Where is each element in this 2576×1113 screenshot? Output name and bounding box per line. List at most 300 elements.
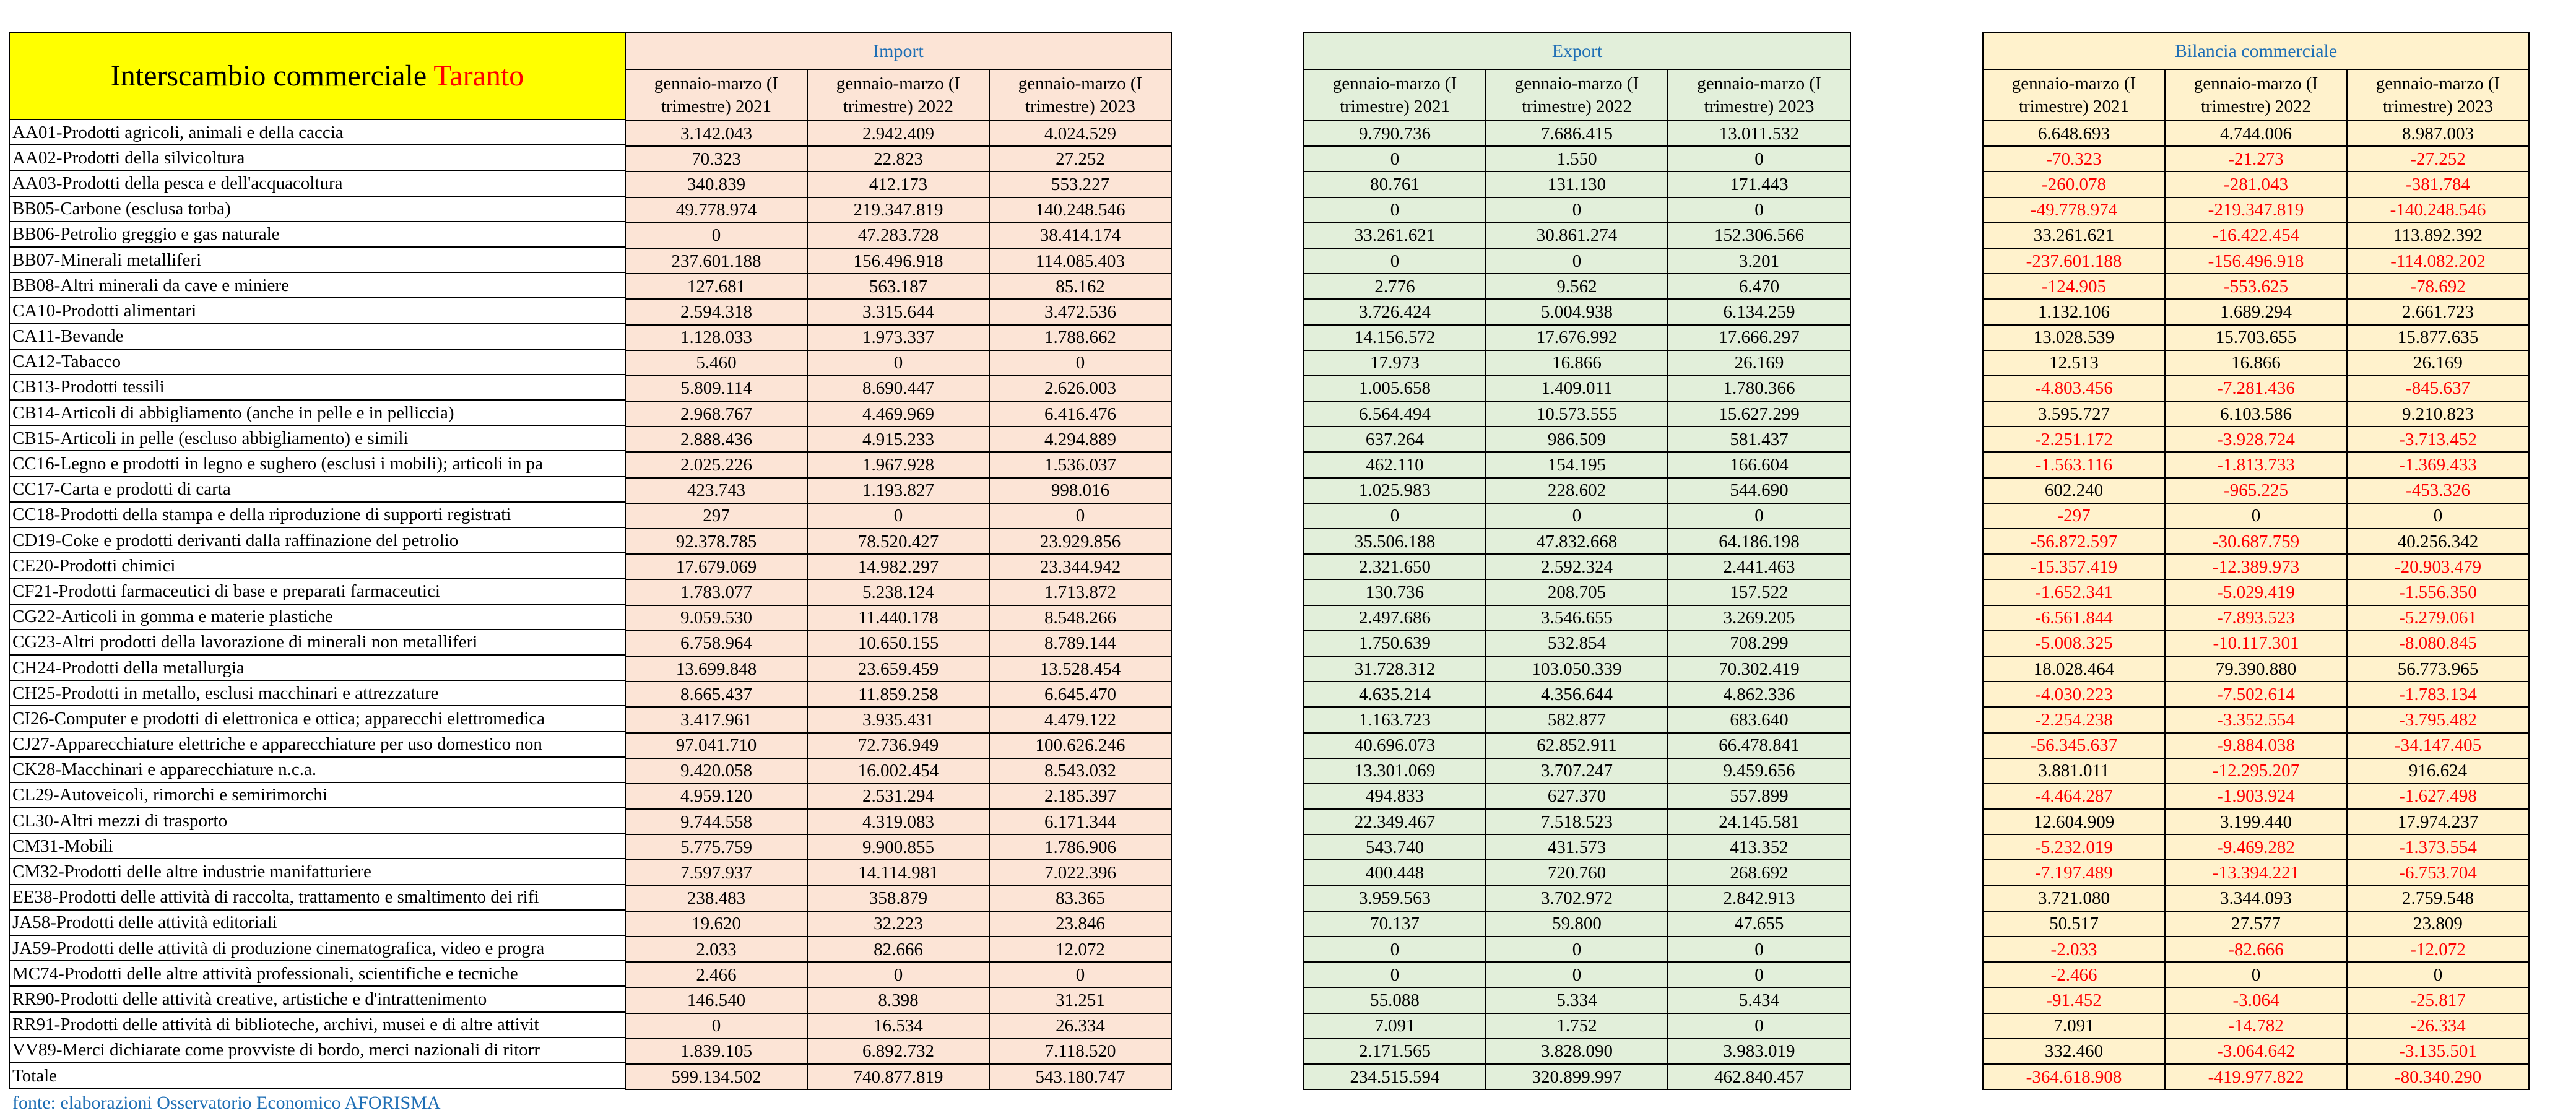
export-value-cell: 13.011.532 xyxy=(1668,121,1850,146)
export-value-cell: 64.186.198 xyxy=(1668,529,1850,554)
export-value-cell: 30.861.274 xyxy=(1486,223,1668,248)
table-row xyxy=(625,554,1171,579)
import-value-cell: 10.650.155 xyxy=(807,631,989,656)
import-value-cell: 82.666 xyxy=(807,937,989,962)
export-value-cell: 3.702.972 xyxy=(1486,886,1668,911)
table-row xyxy=(9,935,625,961)
table-row xyxy=(625,401,1171,427)
export-value-cell: 1.005.658 xyxy=(1304,376,1486,401)
balance-value-cell: -78.692 xyxy=(2347,274,2529,299)
balance-value-cell: -3.064 xyxy=(2165,987,2347,1013)
table-row xyxy=(9,477,625,502)
balance-value-cell: -4.803.456 xyxy=(1983,376,2165,401)
export-value-cell: 581.437 xyxy=(1668,427,1850,452)
import-value-cell: 563.187 xyxy=(807,274,989,299)
balance-value-cell: 0 xyxy=(2165,503,2347,529)
import-value-cell: 5.238.124 xyxy=(807,579,989,605)
export-value-cell: 47.655 xyxy=(1668,911,1850,937)
export-value-cell: 14.156.572 xyxy=(1304,325,1486,350)
export-value-cell: 320.899.997 xyxy=(1486,1064,1668,1089)
table-row xyxy=(1304,376,1850,401)
table-row xyxy=(1304,427,1850,452)
import-value-cell: 23.929.856 xyxy=(989,529,1171,554)
export-value-cell: 0 xyxy=(1668,197,1850,223)
table-row xyxy=(1304,248,1850,274)
table-row xyxy=(1983,1064,2529,1089)
balance-section-title: Bilancia commerciale xyxy=(1983,33,2529,69)
row-label: CK28-Macchinari e apparecchiature n.c.a. xyxy=(9,757,625,782)
export-value-cell: 7.518.523 xyxy=(1486,809,1668,834)
table-row xyxy=(1983,554,2529,579)
balance-value-cell: -80.340.290 xyxy=(2347,1064,2529,1089)
table-row xyxy=(1304,299,1850,324)
export-value-cell: 532.854 xyxy=(1486,631,1668,656)
export-value-cell: 462.840.457 xyxy=(1668,1064,1850,1089)
export-value-cell: 3.726.424 xyxy=(1304,299,1486,324)
table-row xyxy=(625,299,1171,324)
balance-value-cell: -7.502.614 xyxy=(2165,682,2347,707)
balance-value-cell: -56.872.597 xyxy=(1983,529,2165,554)
import-value-cell: 5.809.114 xyxy=(625,376,807,401)
balance-value-cell: -3.795.482 xyxy=(2347,707,2529,732)
title-prefix: Interscambio commerciale xyxy=(110,59,427,92)
row-label: CH25-Prodotti in metallo, esclusi macchinari e attrezzature xyxy=(9,680,625,706)
export-value-cell: 66.478.841 xyxy=(1668,733,1850,758)
balance-value-cell: -3.064.642 xyxy=(2165,1039,2347,1064)
export-value-cell: 3.828.090 xyxy=(1486,1039,1668,1064)
export-value-cell: 103.050.339 xyxy=(1486,656,1668,682)
table-row xyxy=(625,171,1171,197)
import-value-cell: 49.778.974 xyxy=(625,197,807,223)
row-label: CF21-Prodotti farmaceutici di base e preparati farmaceutici xyxy=(9,578,625,604)
export-value-cell: 557.899 xyxy=(1668,784,1850,809)
balance-period-2023: gennaio-marzo (I trimestre) 2023 xyxy=(2347,69,2529,121)
table-row xyxy=(9,400,625,425)
export-value-cell: 0 xyxy=(1668,1013,1850,1039)
table-row xyxy=(625,503,1171,529)
export-value-cell: 582.877 xyxy=(1486,707,1668,732)
table-row xyxy=(9,502,625,527)
table-row xyxy=(1983,579,2529,605)
table-row xyxy=(1983,401,2529,427)
export-value-cell: 0 xyxy=(1486,937,1668,962)
table-row xyxy=(9,1037,625,1063)
row-label: Totale xyxy=(9,1063,625,1088)
import-value-cell: 8.548.266 xyxy=(989,605,1171,631)
import-value-cell: 8.398 xyxy=(807,987,989,1013)
export-value-cell: 166.604 xyxy=(1668,452,1850,477)
import-value-cell: 47.283.728 xyxy=(807,223,989,248)
table-row xyxy=(1983,376,2529,401)
import-value-cell: 17.679.069 xyxy=(625,554,807,579)
balance-value-cell: 6.648.693 xyxy=(1983,121,2165,146)
source-text: fonte: elaborazioni Osservatorio Economico AFORISMA xyxy=(12,1093,441,1113)
export-value-cell: 7.686.415 xyxy=(1486,121,1668,146)
export-value-cell: 80.761 xyxy=(1304,171,1486,197)
balance-value-cell: -9.884.038 xyxy=(2165,733,2347,758)
table-row xyxy=(9,782,625,808)
table-row xyxy=(625,325,1171,350)
table-row xyxy=(1983,758,2529,784)
balance-value-cell: -5.279.061 xyxy=(2347,605,2529,631)
export-value-cell: 26.169 xyxy=(1668,350,1850,376)
import-value-cell: 2.626.003 xyxy=(989,376,1171,401)
table-row xyxy=(1304,1013,1850,1039)
table-row xyxy=(9,732,625,757)
balance-value-cell: -237.601.188 xyxy=(1983,248,2165,274)
import-value-cell: 9.420.058 xyxy=(625,758,807,784)
table-row xyxy=(1983,223,2529,248)
table-row xyxy=(1304,197,1850,223)
balance-value-cell: -2.033 xyxy=(1983,937,2165,962)
table-row xyxy=(625,656,1171,682)
table-row xyxy=(625,987,1171,1013)
table-row xyxy=(1304,401,1850,427)
table-row xyxy=(625,605,1171,631)
export-value-cell: 4.862.336 xyxy=(1668,682,1850,707)
import-value-cell: 3.315.644 xyxy=(807,299,989,324)
balance-value-cell: 8.987.003 xyxy=(2347,121,2529,146)
export-value-cell: 5.004.938 xyxy=(1486,299,1668,324)
import-value-cell: 4.469.969 xyxy=(807,401,989,427)
table-row xyxy=(1304,274,1850,299)
balance-period-2022: gennaio-marzo (I trimestre) 2022 xyxy=(2165,69,2347,121)
table-row xyxy=(625,223,1171,248)
export-table xyxy=(1303,32,1851,1090)
import-value-cell: 0 xyxy=(625,1013,807,1039)
import-value-cell: 140.248.546 xyxy=(989,197,1171,223)
export-value-cell: 22.349.467 xyxy=(1304,809,1486,834)
table-row xyxy=(625,631,1171,656)
import-value-cell: 2.968.767 xyxy=(625,401,807,427)
row-label: CM32-Prodotti delle altre industrie manifatturiere xyxy=(9,859,625,884)
balance-value-cell: -1.813.733 xyxy=(2165,452,2347,477)
row-label: RR90-Prodotti delle attività creative, artistiche e d'intrattenimento xyxy=(9,986,625,1011)
table-row xyxy=(625,707,1171,732)
balance-value-cell: -219.347.819 xyxy=(2165,197,2347,223)
table-row xyxy=(1304,1039,1850,1064)
import-value-cell: 72.736.949 xyxy=(807,733,989,758)
import-value-cell: 2.942.409 xyxy=(807,121,989,146)
export-value-cell: 1.550 xyxy=(1486,146,1668,171)
balance-value-cell: 0 xyxy=(2165,962,2347,987)
import-value-cell: 2.185.397 xyxy=(989,784,1171,809)
table-row xyxy=(1304,784,1850,809)
balance-value-cell: 7.091 xyxy=(1983,1013,2165,1039)
balance-value-cell: -91.452 xyxy=(1983,987,2165,1013)
export-value-cell: 0 xyxy=(1304,503,1486,529)
table-row xyxy=(1983,886,2529,911)
table-row xyxy=(1304,860,1850,885)
export-value-cell: 17.666.297 xyxy=(1668,325,1850,350)
export-value-cell: 33.261.621 xyxy=(1304,223,1486,248)
import-value-cell: 26.334 xyxy=(989,1013,1171,1039)
table-row xyxy=(1304,529,1850,554)
table-row xyxy=(1304,503,1850,529)
balance-value-cell: -82.666 xyxy=(2165,937,2347,962)
import-value-cell: 4.959.120 xyxy=(625,784,807,809)
export-value-cell: 171.443 xyxy=(1668,171,1850,197)
import-value-cell: 1.128.033 xyxy=(625,325,807,350)
balance-value-cell: 2.661.723 xyxy=(2347,299,2529,324)
balance-value-cell: -381.784 xyxy=(2347,171,2529,197)
import-value-cell: 78.520.427 xyxy=(807,529,989,554)
export-value-cell: 3.959.563 xyxy=(1304,886,1486,911)
table-row xyxy=(9,578,625,604)
balance-value-cell: -453.326 xyxy=(2347,478,2529,503)
table-row xyxy=(9,910,625,935)
balance-value-cell: -30.687.759 xyxy=(2165,529,2347,554)
balance-value-cell: -12.389.973 xyxy=(2165,554,2347,579)
row-label: BB07-Minerali metalliferi xyxy=(9,247,625,272)
import-value-cell: 340.839 xyxy=(625,171,807,197)
table-row xyxy=(9,859,625,884)
import-value-cell: 1.973.337 xyxy=(807,325,989,350)
table-row xyxy=(1983,299,2529,324)
import-value-cell: 9.900.855 xyxy=(807,834,989,860)
balance-value-cell: -1.783.134 xyxy=(2347,682,2529,707)
table-row xyxy=(1983,274,2529,299)
export-value-cell: 0 xyxy=(1304,197,1486,223)
import-value-cell: 16.002.454 xyxy=(807,758,989,784)
balance-value-cell: 3.595.727 xyxy=(1983,401,2165,427)
export-value-cell: 2.321.650 xyxy=(1304,554,1486,579)
export-value-cell: 0 xyxy=(1304,937,1486,962)
row-label: CB13-Prodotti tessili xyxy=(9,375,625,400)
export-value-cell: 24.145.581 xyxy=(1668,809,1850,834)
table-row xyxy=(1983,784,2529,809)
table-row xyxy=(625,478,1171,503)
import-value-cell: 237.601.188 xyxy=(625,248,807,274)
row-label: BB05-Carbone (esclusa torba) xyxy=(9,196,625,222)
table-row xyxy=(1304,223,1850,248)
balance-value-cell: -2.251.172 xyxy=(1983,427,2165,452)
balance-value-cell: -364.618.908 xyxy=(1983,1064,2165,1089)
export-value-cell: 5.334 xyxy=(1486,987,1668,1013)
export-value-cell: 543.740 xyxy=(1304,834,1486,860)
import-value-cell: 12.072 xyxy=(989,937,1171,962)
balance-value-cell: -21.273 xyxy=(2165,146,2347,171)
table-row xyxy=(625,529,1171,554)
import-value-cell: 0 xyxy=(625,223,807,248)
import-value-cell: 146.540 xyxy=(625,987,807,1013)
export-value-cell: 6.134.259 xyxy=(1668,299,1850,324)
table-row xyxy=(1983,529,2529,554)
export-value-cell: 2.842.913 xyxy=(1668,886,1850,911)
import-value-cell: 13.699.848 xyxy=(625,656,807,682)
import-value-cell: 97.041.710 xyxy=(625,733,807,758)
balance-value-cell: -553.625 xyxy=(2165,274,2347,299)
balance-value-cell: 17.974.237 xyxy=(2347,809,2529,834)
page-title xyxy=(9,33,625,119)
balance-value-cell: -5.008.325 xyxy=(1983,631,2165,656)
export-value-cell: 70.302.419 xyxy=(1668,656,1850,682)
export-value-cell: 400.448 xyxy=(1304,860,1486,885)
table-row xyxy=(625,937,1171,962)
export-value-cell: 544.690 xyxy=(1668,478,1850,503)
import-value-cell: 740.877.819 xyxy=(807,1064,989,1089)
table-row xyxy=(1304,809,1850,834)
import-value-cell: 2.466 xyxy=(625,962,807,987)
import-value-cell: 14.982.297 xyxy=(807,554,989,579)
balance-value-cell: -1.652.341 xyxy=(1983,579,2165,605)
table-row xyxy=(1304,631,1850,656)
import-value-cell: 2.531.294 xyxy=(807,784,989,809)
table-row xyxy=(9,1063,625,1088)
import-value-cell: 14.114.981 xyxy=(807,860,989,885)
row-label: CG23-Altri prodotti della lavorazione di minerali non metalliferi xyxy=(9,630,625,655)
import-value-cell: 3.935.431 xyxy=(807,707,989,732)
table-row xyxy=(1304,325,1850,350)
table-row xyxy=(9,655,625,680)
export-value-cell: 627.370 xyxy=(1486,784,1668,809)
balance-value-cell: 33.261.621 xyxy=(1983,223,2165,248)
balance-value-cell: -10.117.301 xyxy=(2165,631,2347,656)
table-row xyxy=(625,427,1171,452)
table-row xyxy=(9,706,625,731)
export-value-cell: 720.760 xyxy=(1486,860,1668,885)
import-value-cell: 1.783.077 xyxy=(625,579,807,605)
import-value-cell: 22.823 xyxy=(807,146,989,171)
table-row xyxy=(9,680,625,706)
balance-value-cell: 56.773.965 xyxy=(2347,656,2529,682)
table-row xyxy=(9,272,625,298)
export-period-2022: gennaio-marzo (I trimestre) 2022 xyxy=(1486,69,1668,121)
export-value-cell: 413.352 xyxy=(1668,834,1850,860)
import-value-cell: 127.681 xyxy=(625,274,807,299)
balance-value-cell: -14.782 xyxy=(2165,1013,2347,1039)
export-value-cell: 130.736 xyxy=(1304,579,1486,605)
balance-value-cell: -114.082.202 xyxy=(2347,248,2529,274)
balance-value-cell: 15.877.635 xyxy=(2347,325,2529,350)
import-value-cell: 11.440.178 xyxy=(807,605,989,631)
table-row xyxy=(9,885,625,910)
table-row xyxy=(625,911,1171,937)
import-value-cell: 3.417.961 xyxy=(625,707,807,732)
table-row xyxy=(625,1013,1171,1039)
table-row xyxy=(625,197,1171,223)
balance-value-cell: -1.563.116 xyxy=(1983,452,2165,477)
table-row xyxy=(1304,962,1850,987)
balance-value-cell: 12.604.909 xyxy=(1983,809,2165,834)
balance-value-cell: -260.078 xyxy=(1983,171,2165,197)
import-value-cell: 100.626.246 xyxy=(989,733,1171,758)
import-value-cell: 1.193.827 xyxy=(807,478,989,503)
import-value-cell: 7.022.396 xyxy=(989,860,1171,885)
import-value-cell: 4.319.083 xyxy=(807,809,989,834)
table-row xyxy=(9,222,625,247)
import-value-cell: 0 xyxy=(989,962,1171,987)
table-row xyxy=(9,1012,625,1037)
import-period-2023: gennaio-marzo (I trimestre) 2023 xyxy=(989,69,1171,121)
import-period-2022: gennaio-marzo (I trimestre) 2022 xyxy=(807,69,989,121)
export-value-cell: 0 xyxy=(1486,503,1668,529)
row-label: CB14-Articoli di abbigliamento (anche in pelle e in pelliccia) xyxy=(9,400,625,425)
import-value-cell: 8.690.447 xyxy=(807,376,989,401)
export-value-cell: 1.752 xyxy=(1486,1013,1668,1039)
export-value-cell: 0 xyxy=(1668,962,1850,987)
table-row xyxy=(625,1039,1171,1064)
export-value-cell: 152.306.566 xyxy=(1668,223,1850,248)
table-row xyxy=(625,834,1171,860)
row-label: VV89-Merci dichiarate come provviste di bordo, merci nazionali di ritorr xyxy=(9,1037,625,1063)
import-value-cell: 5.775.759 xyxy=(625,834,807,860)
import-value-cell: 358.879 xyxy=(807,886,989,911)
title-city: Taranto xyxy=(433,59,524,92)
import-value-cell: 0 xyxy=(807,350,989,376)
balance-value-cell: -13.394.221 xyxy=(2165,860,2347,885)
table-row xyxy=(625,579,1171,605)
balance-value-cell: -7.893.523 xyxy=(2165,605,2347,631)
balance-value-cell: -140.248.546 xyxy=(2347,197,2529,223)
export-value-cell: 2.776 xyxy=(1304,274,1486,299)
import-value-cell: 23.659.459 xyxy=(807,656,989,682)
export-value-cell: 62.852.911 xyxy=(1486,733,1668,758)
export-value-cell: 208.705 xyxy=(1486,579,1668,605)
table-row xyxy=(1304,350,1850,376)
balance-value-cell: -1.373.554 xyxy=(2347,834,2529,860)
import-value-cell: 31.251 xyxy=(989,987,1171,1013)
row-label: MC74-Prodotti delle altre attività professionali, scientifiche e tecniche xyxy=(9,961,625,986)
balance-value-cell: -15.357.419 xyxy=(1983,554,2165,579)
import-value-cell: 1.788.662 xyxy=(989,325,1171,350)
balance-value-cell: 916.624 xyxy=(2347,758,2529,784)
table-row xyxy=(625,860,1171,885)
import-value-cell: 8.665.437 xyxy=(625,682,807,707)
import-value-cell: 27.252 xyxy=(989,146,1171,171)
table-row xyxy=(1304,911,1850,937)
table-row xyxy=(9,375,625,400)
balance-value-cell: -4.464.287 xyxy=(1983,784,2165,809)
table-row xyxy=(1983,121,2529,146)
export-value-cell: 1.409.011 xyxy=(1486,376,1668,401)
row-label: CA10-Prodotti alimentari xyxy=(9,298,625,323)
import-value-cell: 553.227 xyxy=(989,171,1171,197)
export-value-cell: 708.299 xyxy=(1668,631,1850,656)
balance-value-cell: 2.759.548 xyxy=(2347,886,2529,911)
balance-value-cell: 4.744.006 xyxy=(2165,121,2347,146)
balance-value-cell: 113.892.392 xyxy=(2347,223,2529,248)
table-row xyxy=(625,146,1171,171)
import-value-cell: 13.528.454 xyxy=(989,656,1171,682)
balance-value-cell: 79.390.880 xyxy=(2165,656,2347,682)
export-value-cell: 40.696.073 xyxy=(1304,733,1486,758)
balance-value-cell: 3.344.093 xyxy=(2165,886,2347,911)
balance-value-cell: -1.903.924 xyxy=(2165,784,2347,809)
export-value-cell: 0 xyxy=(1304,962,1486,987)
export-value-cell: 1.163.723 xyxy=(1304,707,1486,732)
export-value-cell: 0 xyxy=(1304,146,1486,171)
table-row xyxy=(1983,631,2529,656)
table-row xyxy=(625,733,1171,758)
export-value-cell: 13.301.069 xyxy=(1304,758,1486,784)
table-row xyxy=(1983,656,2529,682)
table-row xyxy=(1983,809,2529,834)
export-value-cell: 7.091 xyxy=(1304,1013,1486,1039)
table-row xyxy=(1983,503,2529,529)
import-table xyxy=(625,32,1172,1090)
row-label: CA12-Tabacco xyxy=(9,349,625,375)
table-row xyxy=(1983,452,2529,477)
import-value-cell: 0 xyxy=(989,350,1171,376)
balance-value-cell: 16.866 xyxy=(2165,350,2347,376)
balance-value-cell: -419.977.822 xyxy=(2165,1064,2347,1089)
balance-value-cell: -5.232.019 xyxy=(1983,834,2165,860)
balance-value-cell: -4.030.223 xyxy=(1983,682,2165,707)
row-label: RR91-Prodotti delle attività di biblioteche, archivi, musei e di altre attivit xyxy=(9,1012,625,1037)
table-row xyxy=(1304,452,1850,477)
balance-value-cell: 9.210.823 xyxy=(2347,401,2529,427)
